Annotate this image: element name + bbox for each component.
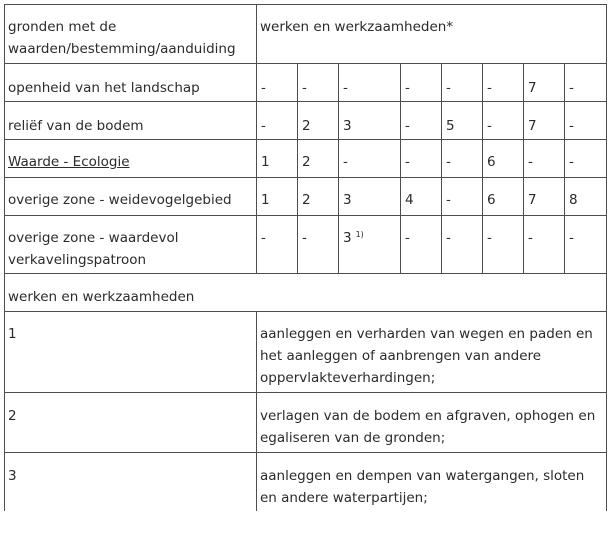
table-cell: - bbox=[446, 154, 451, 170]
column-divider bbox=[523, 63, 524, 273]
row-divider bbox=[4, 139, 607, 140]
row-divider bbox=[4, 215, 607, 216]
table-cell: - bbox=[261, 80, 266, 96]
legend-number: 1 bbox=[8, 326, 17, 342]
table-cell: - bbox=[343, 80, 348, 96]
column-divider bbox=[297, 63, 298, 273]
table-cell: 2 bbox=[302, 192, 311, 208]
table-cell: 2 bbox=[302, 154, 311, 170]
table-cell: - bbox=[446, 192, 451, 208]
table-cell: - bbox=[343, 154, 348, 170]
column-divider bbox=[338, 63, 339, 273]
table-cell: - bbox=[261, 230, 266, 246]
table-cell: - bbox=[528, 230, 533, 246]
row-divider bbox=[4, 392, 607, 393]
row-divider bbox=[4, 177, 607, 178]
table-cell: - bbox=[405, 118, 410, 134]
table-cell: 4 bbox=[405, 192, 414, 208]
table-cell: 3 bbox=[343, 118, 352, 134]
table-cell: 3 bbox=[343, 192, 352, 208]
waarde-ecologie-link[interactable]: Waarde - Ecologie bbox=[8, 154, 130, 170]
table-cell: - bbox=[405, 80, 410, 96]
table-cell: 6 bbox=[487, 154, 496, 170]
row-label: overige zone - weidevogelgebied bbox=[8, 192, 232, 208]
table-cell: 2 bbox=[302, 118, 311, 134]
table-cell: 5 bbox=[446, 118, 455, 134]
table-cell: - bbox=[405, 154, 410, 170]
table-cell: - bbox=[405, 230, 410, 246]
table-cell: - bbox=[446, 80, 451, 96]
table-cell: 1 bbox=[261, 154, 270, 170]
table-cell: 7 bbox=[528, 118, 537, 134]
table-cell: 6 bbox=[487, 192, 496, 208]
table-cell-with-footnote bbox=[343, 227, 364, 251]
legend-text: verlagen van de bodem en afgraven, ophogen en egaliseren van de gronden; bbox=[260, 408, 596, 446]
row-label: reliëf van de bodem bbox=[8, 118, 144, 134]
table-cell: - bbox=[569, 118, 574, 134]
table-cell: - bbox=[569, 154, 574, 170]
table-cell: - bbox=[302, 230, 307, 246]
table-border-right bbox=[606, 4, 607, 511]
table-cell: - bbox=[487, 118, 492, 134]
table-cell: 7 bbox=[528, 80, 537, 96]
column-divider bbox=[482, 63, 483, 273]
legend-number: 3 bbox=[8, 468, 17, 484]
table-cell: 1 bbox=[261, 192, 270, 208]
table-cell: - bbox=[487, 80, 492, 96]
table-cell: - bbox=[446, 230, 451, 246]
table-cell: - bbox=[261, 118, 266, 134]
table-cell: 3 bbox=[343, 230, 352, 246]
table-cell: 7 bbox=[528, 192, 537, 208]
column-divider bbox=[256, 4, 257, 273]
table-border-top bbox=[4, 4, 607, 5]
table-border-left bbox=[4, 4, 5, 511]
row-divider bbox=[4, 63, 607, 64]
legend-number: 2 bbox=[8, 408, 17, 424]
row-divider bbox=[4, 311, 607, 312]
table-cell: - bbox=[487, 230, 492, 246]
table-cell: - bbox=[302, 80, 307, 96]
row-divider bbox=[4, 101, 607, 102]
header-col1: gronden met de waarden/bestemming/aanduiding bbox=[8, 19, 236, 57]
header-col2: werken en werkzaamheden* bbox=[260, 19, 454, 35]
table-cell: - bbox=[569, 80, 574, 96]
row-divider bbox=[4, 273, 607, 274]
column-divider bbox=[441, 63, 442, 273]
row-label: openheid van het landschap bbox=[8, 80, 200, 96]
column-divider bbox=[256, 311, 257, 511]
table-cell: 8 bbox=[569, 192, 578, 208]
legend-text: aanleggen en dempen van watergangen, sloten en andere waterpartijen; bbox=[260, 468, 585, 506]
row-divider bbox=[4, 452, 607, 453]
column-divider bbox=[564, 63, 565, 273]
table-cell: - bbox=[569, 230, 574, 246]
column-divider bbox=[400, 63, 401, 273]
table-cell: - bbox=[528, 154, 533, 170]
row-label: overige zone - waardevol verkavelingspatroon bbox=[8, 230, 179, 268]
legend-title: werken en werkzaamheden bbox=[8, 289, 195, 305]
legend-text: aanleggen en verharden van wegen en paden en het aanleggen of aanbrengen van andere oppervlakteverhardingen; bbox=[260, 326, 593, 386]
footnote-marker: 1) bbox=[355, 230, 364, 239]
